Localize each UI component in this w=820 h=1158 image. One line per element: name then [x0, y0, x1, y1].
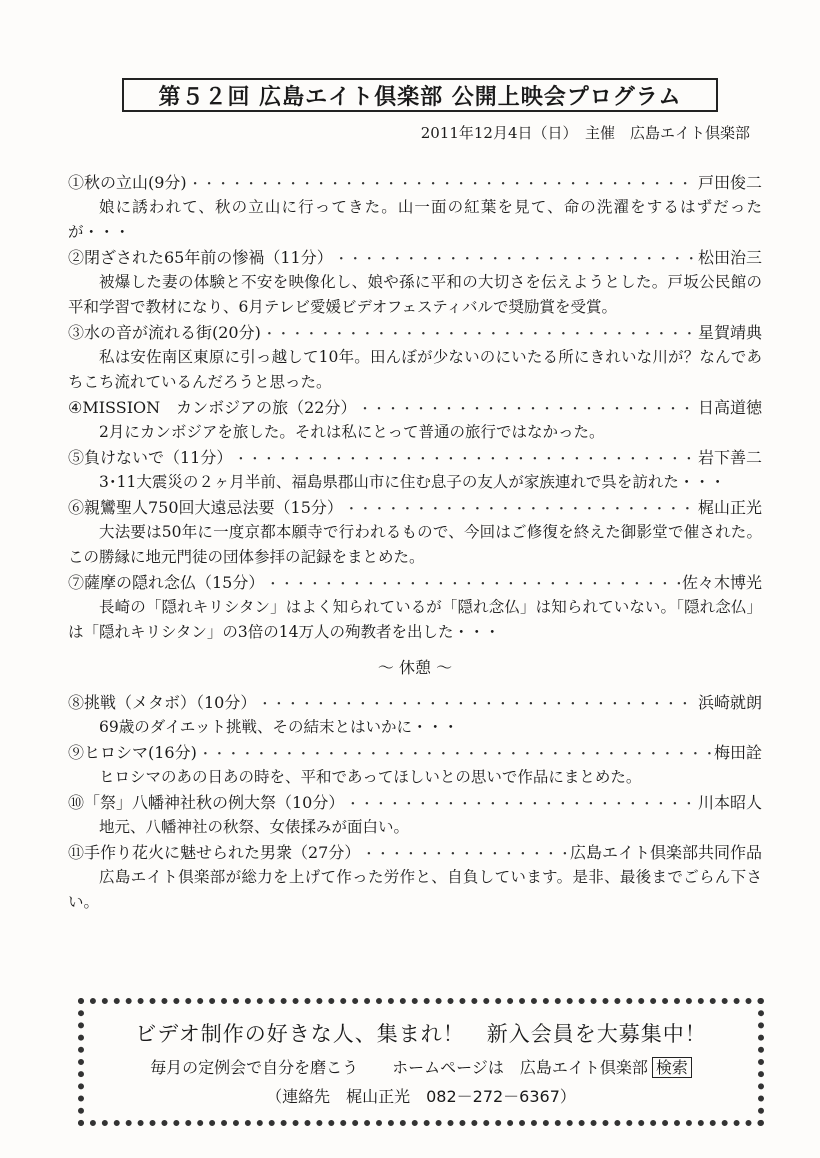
program-heading: [68, 495, 762, 520]
program-description: 3･11大震災の２ヶ月半前、福島県郡山市に住む息子の友人が家族連れで呉を訪れた・・・: [99, 473, 726, 491]
date-organizer-line: 2011年12月4日（日） 主催 広島エイト倶楽部: [420, 124, 750, 142]
dot-leader: [199, 742, 712, 767]
program-description: ヒロシマのあの日あの時を、平和であってほしいとの思いで作品にまとめた。: [99, 768, 642, 786]
program-description: 69歳のダイエット挑戦、その結末とはいかに・・・: [99, 718, 459, 736]
program-description: 広島エイト倶楽部が総力を上げて作った労作と、自負しています。是非、最後までごらん下さい。: [68, 868, 762, 911]
dot-leader: [359, 397, 696, 422]
dot-leader: [335, 247, 696, 272]
program-description: 2月にカンボジアを旅した。それは私にとって普通の旅行ではなかった。: [99, 423, 605, 441]
program-item: [68, 690, 762, 740]
dot-leader: [234, 447, 696, 472]
dot-leader: [345, 497, 696, 522]
program-description: 娘に誘われて、秋の立山に行ってきた。山一面の紅葉を見て、命の洗濯をするはずだったが・・・: [68, 198, 762, 241]
program-heading: [68, 690, 762, 715]
program-description: 地元、八幡神社の秋祭、女俵揉みが面白い。: [99, 818, 410, 836]
program-item: [68, 395, 762, 445]
program-heading: [68, 790, 762, 815]
recruit-headline: ビデオ制作の好きな人、集まれ！ 新入会員を大募集中！: [135, 1022, 707, 1046]
program-title: ②閉ざされた65年前の惨禍（11分）: [68, 248, 333, 267]
program-title: ⑥親鸞聖人750回大遠忌法要（15分）: [68, 498, 343, 517]
recruit-meeting-text: 毎月の定例会で自分を磨こう: [150, 1058, 359, 1077]
program-author: 戸田俊二: [697, 173, 762, 192]
dot-leader: [362, 842, 568, 867]
program-author: 松田治三: [697, 248, 762, 267]
program-title: ⑤負けないで（11分）: [68, 448, 233, 467]
recruitment-box: [78, 998, 764, 1126]
program-item: [68, 790, 762, 840]
program-heading: [68, 840, 762, 865]
program-heading: [68, 395, 762, 420]
program-list: [68, 170, 762, 915]
program-author: 梶山正光: [697, 498, 762, 517]
intermission-label: ～ 休憩 ～: [377, 658, 453, 677]
program-item: [68, 245, 762, 320]
program-item: [68, 495, 762, 570]
program-author: 川本昭人: [697, 793, 762, 812]
program-heading: [68, 445, 762, 470]
program-heading: [68, 170, 762, 195]
program-description: 被爆した妻の体験と不安を映像化し、娘や孫に平和の大切さを伝えようとした。戸坂公民館の平和学習で教材になり、6月テレビ愛媛ビデオフェスティバルで奨励賞を受賞。: [68, 273, 762, 316]
program-item: [68, 445, 762, 495]
program-title: ⑪手作り花火に魅せられた男衆（27分）: [68, 843, 361, 862]
program-title: ⑨ヒロシマ(16分): [68, 743, 197, 762]
dot-leader: [258, 692, 696, 717]
program-heading: [68, 740, 762, 765]
program-item: [68, 570, 762, 645]
page-title: 第５２回 広島エイト倶楽部 公開上映会プログラム: [122, 78, 718, 112]
program-heading: [68, 320, 762, 345]
program-item: [68, 170, 762, 245]
program-title: ⑦薩摩の隠れ念仏（15分）: [68, 573, 265, 592]
program-author: 日高道徳: [697, 398, 762, 417]
dot-leader: [346, 792, 696, 817]
program-author: 広島エイト倶楽部共同作品: [569, 843, 762, 862]
program-title: ③水の音が流れる街(20分): [68, 323, 261, 342]
program-title: ①秋の立山(9分): [68, 173, 187, 192]
program-author: 浜崎就朗: [697, 693, 762, 712]
program-item: [68, 320, 762, 395]
program-list-part2: [68, 690, 762, 915]
program-author: 岩下善二: [697, 448, 762, 467]
program-heading: [68, 570, 762, 595]
program-description: 私は安佐南区東原に引っ越して10年。田んぼが少ないのにいたる所にきれいな川が？なんであちこち流れているんだろうと思った。: [68, 348, 762, 391]
program-author: 佐々木博光: [681, 573, 762, 592]
program-description: 長崎の「隠れキリシタン」はよく知られているが「隠れ念仏」は知られていない。「隠れ念仏」は「隠れキリシタン」の3倍の14万人の殉教者を出した・・・: [68, 598, 762, 641]
program-author: 梅田詮: [713, 743, 762, 762]
program-title: ⑧挑戦（メタボ）（10分）: [68, 693, 257, 712]
program-title: ④MISSION カンボジアの旅（22分）: [68, 398, 357, 417]
program-item: [68, 740, 762, 790]
recruit-homepage-text: ホームページは 広島エイト倶楽部: [392, 1058, 648, 1077]
program-heading: [68, 245, 762, 270]
recruit-contact: （連絡先 梶山正光 082－272－6367）: [266, 1087, 576, 1106]
program-list-part1: [68, 170, 762, 645]
dot-leader: [266, 572, 680, 597]
recruit-subline: [84, 1055, 758, 1078]
program-author: 星賀靖典: [697, 323, 762, 342]
dot-leader: [263, 322, 696, 347]
search-badge: 検索: [652, 1057, 692, 1078]
program-description: 大法要は50年に一度京都本願寺で行われるもので、今回はご修復を終えた御影堂で催された。この勝縁に地元門徒の団体参拝の記録をまとめた。: [68, 523, 762, 566]
program-item: [68, 840, 762, 915]
program-title: ⑩「祭」八幡神社秋の例大祭（10分）: [68, 793, 345, 812]
dot-leader: [189, 172, 696, 197]
